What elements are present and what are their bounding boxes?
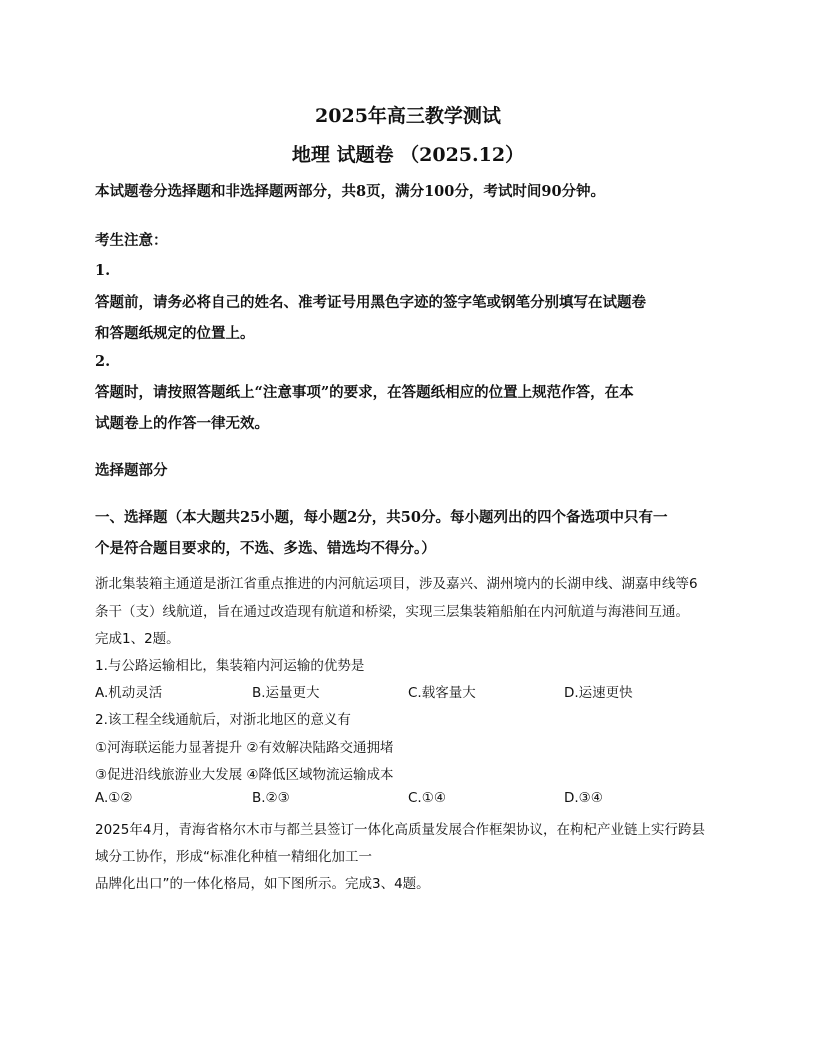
exam-title: 2025年高三教学测试 [315, 105, 501, 127]
question-stem: 2.该工程全线通航后，对浙北地区的意义有 [95, 712, 351, 728]
notice-item-number: 1. [95, 262, 111, 279]
intro-text: 本试题卷分选择题和非选择题两部分，共8页，满分100分，考试时间90分钟。 [95, 183, 606, 200]
section-heading: 一、选择题（本大题共25小题，每小题2分，共50分。每小题列出的四个备选项中只有一 [95, 509, 668, 526]
part-heading: 选择题部分 [95, 462, 168, 479]
notice-item-number: 2. [95, 353, 111, 370]
passage-line: 完成1、2题。 [95, 631, 180, 647]
option-c: C.载客量大 [408, 685, 476, 701]
option-d: D.运速更快 [564, 685, 633, 701]
passage-line: 浙北集装箱主通道是浙江省重点推进的内河航运项目，涉及嘉兴、湖州境内的长湖申线、湖嘉申线等6 [95, 576, 698, 592]
question-statement: ③促进沿线旅游业大发展 ④降低区域物流运输成本 [95, 767, 394, 783]
option-b: B.②③ [252, 790, 290, 806]
option-a: A.①② [95, 790, 133, 806]
passage-line: 条干（支）线航道，旨在通过改造现有航道和桥梁，实现三层集装箱船舶在内河航道与海港间互通。 [95, 604, 689, 620]
section-heading: 个是符合题目要求的，不选、多选、错选均不得分。） [95, 540, 436, 557]
notice-item-text: 答题时，请按照答题纸上“注意事项”的要求，在答题纸相应的位置上规范作答，在本 [95, 384, 634, 401]
option-a: A.机动灵活 [95, 685, 163, 701]
notice-item-text: 试题卷上的作答一律无效。 [95, 415, 269, 432]
option-b: B.运量更大 [252, 685, 320, 701]
passage-line: 域分工协作，形成“标准化种植一精细化加工一 [95, 849, 372, 865]
passage-line: 2025年4月，青海省格尔木市与都兰县签订一体化高质量发展合作框架协议，在枸杞产业链上实行跨县 [95, 822, 705, 838]
question-statement: ①河海联运能力显著提升 ②有效解决陆路交通拥堵 [95, 740, 394, 756]
option-c: C.①④ [408, 790, 446, 806]
option-d: D.③④ [564, 790, 603, 806]
notice-heading: 考生注意： [95, 232, 168, 249]
exam-subtitle: 地理 试题卷 （2025.12） [291, 144, 525, 166]
notice-item-text: 和答题纸规定的位置上。 [95, 325, 255, 342]
notice-item-text: 答题前，请务必将自己的姓名、准考证号用黑色字迹的签字笔或钢笔分别填写在试题卷 [95, 294, 646, 311]
passage-line: 品牌化出口”的一体化格局，如下图所示。完成3、4题。 [95, 876, 430, 892]
question-stem: 1.与公路运输相比，集装箱内河运输的优势是 [95, 658, 365, 674]
